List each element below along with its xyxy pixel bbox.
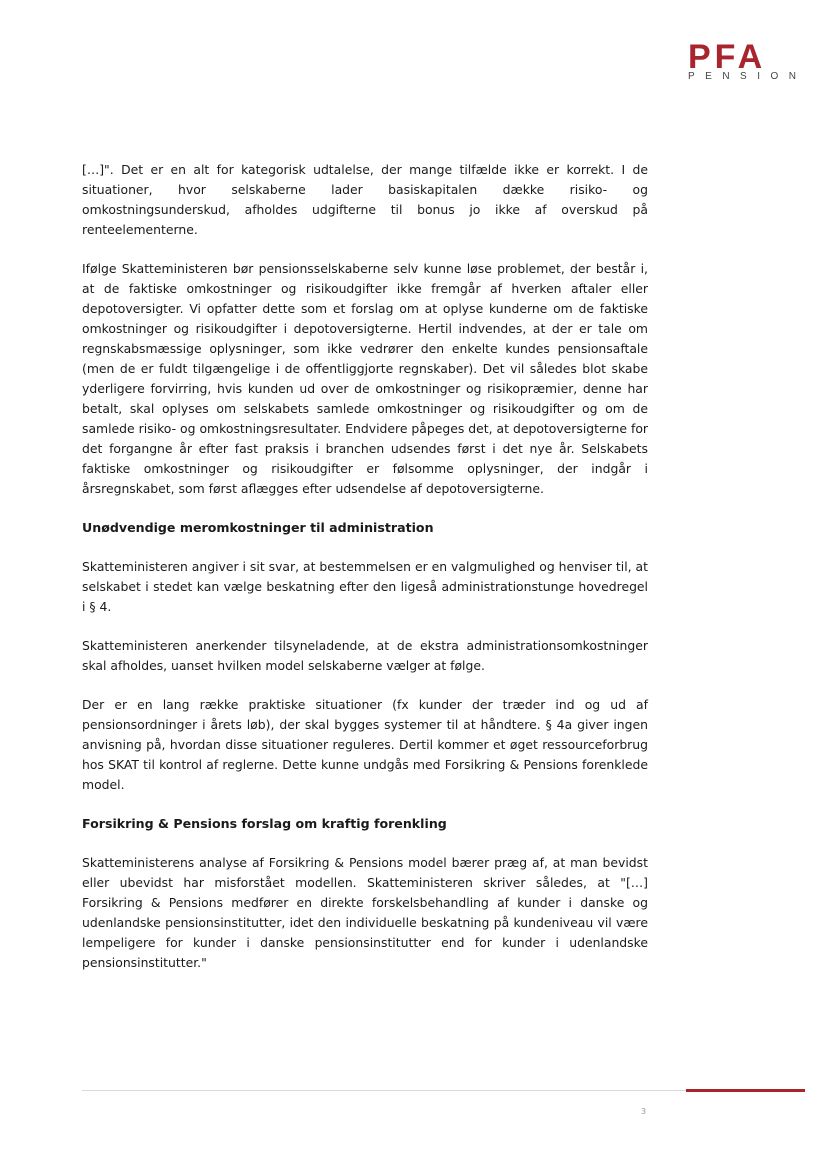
page-number: 3: [641, 1107, 647, 1116]
heading-forenkling: Forsikring & Pensions forslag om kraftig forenkling: [82, 816, 447, 831]
paragraph-1: […]". Det er en alt for kategorisk udtalelse, der mange tilfælde ikke er korrekt. I de situationer, hvor selskaberne lader basiskapitalen dække risiko- og omkostningsunderskud, afholdes udgifterne til bonus jo ikke af overskud på renteelementerne.: [82, 162, 648, 237]
paragraph-6: Skatteministerens analyse af Forsikring & Pensions model bærer præg af, at man bevidst eller ubevidst har misforstået modellen. Skatteministeren skriver således, at "[…] Forsikring & Pensions medfører en direkte forskelsbehandling af kunder i danske og udenlandske pensionsinstitutter, idet den individuelle beskatning på kundeniveau vil være lempeligere for kunder i danske pensionsinstitutter end for kunder i udenlandske pensionsinstitutter.": [82, 855, 648, 970]
logo-brand: PFA: [688, 38, 767, 76]
logo-subtitle: PENSION: [688, 71, 807, 82]
paragraph-4: Skatteministeren anerkender tilsyneladende, at de ekstra administrationsomkostninger skal afholdes, uanset hvilken model selskaberne vælger at følge.: [82, 638, 648, 673]
paragraph-2: Ifølge Skatteministeren bør pensionsselskaberne selv kunne løse problemet, der består i, at de faktiske omkostninger og risikoudgifter ikke fremgår af hverken aftaler eller depotoversigter. Vi opfatter dette som et forslag om at oplyse kunderne om de faktiske omkostninger og risikoudgifter i depotoversigterne. Hertil indvendes, at der er tale om regnskabsmæssige oplysninger, som ikke vedrører den enkelte kundes pensionsaftale (men de er fuldt tilgængelige i de offentliggjorte regnskaber). Det vil således blot skabe yderligere forvirring, hvis kunden ud over de omkostninger og risikopræmier, denne har betalt, skal oplyses om selskabets samlede omkostninger og risikoudgifter og om de samlede risiko- og omkostningsresultater. Endvidere påpeges det, at depotoversigterne for det forgangne år efter fast praksis i branchen udsendes først i det nye år. Selskabets faktiske omkostninger og risikoudgifter er følsomme oplysninger, der indgår i årsregnskabet, som først aflægges efter udsendelse af depotoversigterne.: [82, 261, 648, 496]
footer-accent-bar: [686, 1089, 805, 1092]
paragraph-3: Skatteministeren angiver i sit svar, at bestemmelsen er en valgmulighed og henviser til, at selskabet i stedet kan vælge beskatning efter den ligeså administrationstunge hovedregel i § 4.: [82, 559, 648, 614]
document-body: [82, 160, 648, 973]
paragraph-5: Der er en lang række praktiske situationer (fx kunder der træder ind og ud af pensionsordninger i årets løb), der skal bygges systemer til at håndtere. § 4a giver ingen anvisning på, hvordan disse situationer reguleres. Dertil kommer et øget ressourceforbrug hos SKAT til kontrol af reglerne. Dette kunne undgås med Forsikring & Pensions forenklede model.: [82, 697, 648, 792]
footer-divider: [82, 1090, 686, 1091]
pfa-pension-logo: [680, 38, 810, 83]
heading-administration: Unødvendige meromkostninger til administration: [82, 520, 434, 535]
